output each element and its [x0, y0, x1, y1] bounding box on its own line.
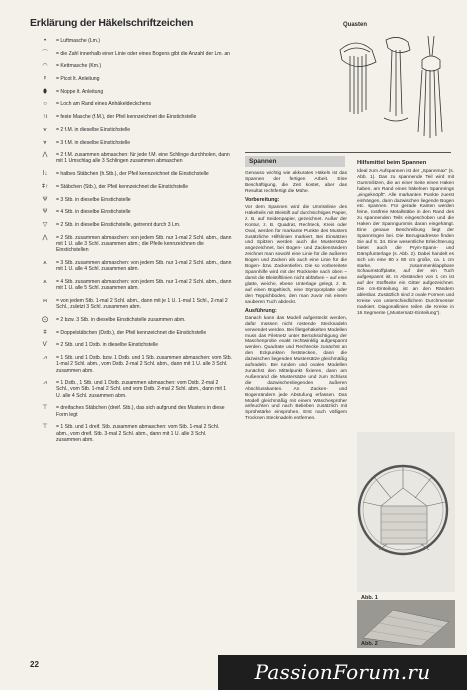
legend-row: [34, 405, 232, 418]
legend-text: = Luftmasche (Lm.): [56, 38, 101, 44]
legend-text: = 3 Stb. zusammen abmaschen: von jedem Stb. nur 1-mal 2 Schl. abm., dann mit 1 U. alle 4 Schl. zusammen abm.: [56, 259, 232, 273]
legend-text: = 4 Stb. zusammen abmaschen: von jedem Stb. nur 1-mal 2 Schl. abm., dann mit 1 U. alle 5 Schl. zusammen abm.: [56, 278, 232, 292]
legend-text: = Picot lt. Anleitung: [56, 76, 100, 83]
symbol-legend: [34, 38, 232, 450]
doily: [381, 506, 427, 544]
legend-text: = feste Masche (f.M.), der Pfeil kennzeichnet die Einstichstelle: [56, 114, 197, 121]
dc4tog-icon: ⩚: [43, 278, 47, 285]
legend-row: [34, 197, 232, 203]
legend-text: = 2 Stb. in dieselbe Einstichstelle, getrennt durch 3 Lm.: [56, 221, 181, 228]
legend-row: [34, 171, 232, 177]
legend-row: [34, 51, 232, 57]
legend-row: [34, 330, 232, 336]
figure-label-abb2: Abb. 2: [361, 641, 378, 647]
hdc-icon: ⅼ↓: [42, 171, 48, 178]
legend-text: = 1 Dstb., 1 Stb. und 1 Dstb. zusammen abmaschen: vom Dstb. 2-mal 2 Schl., vom Stb. 1-mal 2 Schl. und vom Dstb. 2-mal 2 Schl. abm., dann mit 1 U. alle 4 Schl. zusammen abm.: [56, 380, 227, 399]
chain-stitch-icon: •: [43, 38, 47, 44]
nopp-icon: ⬮: [43, 88, 47, 95]
dc3-icon: Ѱ: [42, 196, 48, 203]
legend-row: [34, 152, 232, 165]
hilfsmittel-heading: Hilfsmittel beim Spannen: [357, 160, 427, 166]
legend-text: = Stäbchen (Stb.), der Pfeil kennzeichnet die Einstichstelle: [56, 183, 189, 190]
legend-text: = 4 Stb. in dieselbe Einstichstelle: [56, 209, 131, 216]
legend-row: [34, 342, 232, 348]
dc-icon: ǂ↑: [41, 183, 49, 190]
dtr2-icon: ⊤: [42, 424, 48, 431]
cluster-icon: ⲙ: [43, 297, 47, 304]
hilfsmittel-text: Ideal zum Aufspannen ist der „Spannmax“ (s. Abb. 1). Das zu spannende Teil wird mit Gummilitzen, die an einer Seite einen Haken haben, am Rand eines häkelnen Spannrings „eingeknöpft“. Alle markanten Punkte zuerst einhängen, dann dazwischen liegende Bogen etc. spannen. Für gerade Kanten werden feine, rostfreie Metallstäbe in den Rand des zu spannenden Teils eingeschoben und die Haken der Spanngummis daran eingehängt. Eine genaue Beschreibung liegt der Spannringen bei. Die Bezugsadresse finden Sie auf S. 34. Eine wesentliche Erleichterung bietet auch die Prym-Spann- und Dämpfunterlage (s. Abb. 2). Dabei handelt es sich um eine 80 x 80 cm große, ca. 1 cm starke, zusammenklappbare Schaumstoffplatte, auf der ein Tuch aufgespannt ist. In Abständen von 1 cm ist auf der Stoffseite ein Gitter aufgezeichnet. Die cm-Einteilung ist an den Rändern ablesbar. Zusätzlich sind 2 ovale Formen und Kreise von unterschiedlichem Durchmesser markiert. Diagonallinien teilen die Kreise in 16 Segmente („Mustersatz-Einteilung“).: [357, 169, 454, 316]
section-rule: [245, 152, 451, 153]
dc3tog-icon: ⩚: [43, 259, 47, 266]
dtr-icon: ⊤: [42, 405, 48, 412]
legend-text: = die Zahl innerhalb einer Linie oder eines Bogens gibt die Anzahl der Lm. an: [56, 50, 231, 57]
legend-text: = Doppelstäbchen (Dstb.), der Pfeil kennzeichnet die Einstichstelle: [56, 329, 207, 336]
legend-text: = dreifaches Stäbchen (dreif. Stb.), das sich aufgrund des Musters in diese Form legt: [56, 405, 225, 418]
spannen-text: [245, 171, 347, 426]
tassel-illustration: [336, 32, 456, 144]
legend-text: = halbes Stäbchen (h.Stb.), der Pfeil kennzeichnet die Einstichstelle: [56, 171, 209, 178]
legend-row: [34, 140, 232, 146]
dc4-icon: Ѱ: [42, 209, 48, 216]
legend-row: [34, 127, 232, 133]
legend-row: [34, 317, 232, 323]
vorbereitung-text: Vor dem Spannen wird die Umrisslinie des Häkelteils mit Bleistift auf durchsichtiges Papier, z. B. auf Seidenpapier, gezeichnet. Außer der Kontur, z. B. Quadrat, Rechteck, Kreis oder Oval, werden für markante Punkte des Musters zusätzliche Hilfslinien markiert. Bei Einsätzen und Spitzen werden auch die Mustersätze angezeichnet, bei Bogen- und Zackenrändern zeichnet man sowohl eine Linie für die äußeren Bogen und Zacken als auch eine Linie für die Bogen- bzw. Zackentiefen. Die so vorbereitete Spannhilfe wird mit der Rückseite nach oben – damit die Bleistiftlinien nicht abfärben – auf eine glatte, weiche, ebene Unterlage gelegt, z. B. auf einen Bügeltisch, eine Styroporplatte oder den Teppichboden, den man zuvor mit einem sauberen Tuch abdeckt.: [245, 205, 347, 305]
page-number: 22: [30, 660, 39, 669]
arc-icon: ⌒: [41, 50, 48, 57]
watermark: PassionForum.ru: [218, 655, 467, 690]
legend-row: [34, 89, 232, 95]
picot-icon: ᵖ: [43, 76, 47, 83]
ausfuehrung-heading: Ausführung:: [245, 307, 277, 314]
legend-row: [34, 101, 232, 107]
sc-arrow-icon: ↑ı: [42, 114, 48, 121]
legend-text: = 2 f.M. zusammen abmaschen: für jede f.M. eine Schlinge durchholen, dann mit 1 Umschlag alle 3 Schlingen zusammen abmaschen: [56, 152, 230, 165]
legend-text: = Loch am Rand eines Anhäkeldeckchens: [56, 101, 152, 108]
legend-row: [34, 355, 232, 374]
legend-text: = 1 Stb. und 1 dreif. Stb. zusammen abmaschen: vom Stb. 1-mal 2 Schl. abm., vom dreif. Stb. 3-mal 2 Schl. abm., dann mit 1 U. alle 3 Schl. zusammen abm.: [56, 424, 220, 444]
legend-text: = 2 Stb. zusammen abmaschen: von jedem Stb. nur 1-mal 2 Schl. abm., dann mit 1 U. alle 3 Schl. zusammen abm.; die Pfeile kennzeichnen die Einstichstellen: [56, 234, 232, 254]
crossed2-icon: ⩘: [43, 380, 47, 387]
legend-text: = von jedem Stb. 1-mal 2 Schl. abm., dann mit je 1 U. 1-mal 1 Schl., 2-mal 2 Schl., zuletzt 3 Schl. zusammen abm.: [56, 297, 228, 311]
legend-row: [34, 424, 232, 443]
quasten-title: Quasten: [343, 22, 368, 28]
tr2-icon: Ѵ: [42, 342, 48, 349]
legend-title: Erklärung der Häkelschriftzeichen: [30, 17, 194, 29]
legend-text: = 2 bzw. 3 Stb. in dieselbe Einstichstelle zusammen abm.: [56, 316, 186, 323]
legend-row: [34, 222, 232, 228]
legend-row: [34, 38, 232, 44]
legend-text: = 2 f.M. in dieselbe Einstichstelle: [56, 126, 131, 133]
v-icon: ⩛: [43, 126, 47, 133]
legend-row: [34, 209, 232, 215]
legend-row: [34, 380, 232, 399]
legend-row: [34, 114, 232, 120]
legend-row: [34, 298, 232, 311]
legend-row: [34, 279, 232, 292]
sc2tog-icon: ⋀: [42, 152, 48, 159]
legend-text: = 3 f.M. in dieselbe Einstichstelle: [56, 139, 131, 146]
legend-row: [34, 260, 232, 273]
legend-row: [34, 63, 232, 69]
legend-row: [34, 184, 232, 190]
legend-text: = Kettmasche (Km.): [56, 63, 102, 70]
legend-text: = 1 Stb. und 1 Dstb. bzw. 1 Dstb. und 1 Stb. zusammen abmaschen: vom Stb. 1-mal 2 Schl. abm., vom Dstb. 2-mal 2 Schl. abm., dann mit 1 U. alle 3 Schl. zusammen abm.: [56, 354, 232, 374]
slip-stitch-icon: ◠: [42, 63, 48, 70]
figure-label-abb1: Abb. 1: [361, 595, 378, 601]
ring-icon: ○: [43, 101, 47, 108]
spannen-intro: Genauso wichtig wie akkurates Häkeln ist das Spannen der fertigen Arbeit. Eine Beschäftigung, die Zeit kostet, aber das Resultat rechtfertigt die Mühe.: [245, 171, 347, 194]
tr-icon: ǂ: [43, 329, 47, 336]
legend-row: [34, 76, 232, 82]
ausfuehrung-text: Danach kann das Modell aufgesteckt werden, dafür müssen nicht rostende Stecknadeln verwendet werden. Bei filetgehäkelten Modellen muss das Filetnetz unter Berücksichtigung der Maschenprobe exakt rechtwinklig aufgespannt werden. Quadrate und Rechtecke zunächst an den Eckpunkten feststecken, dann die dazwischen liegenden Mustersätze gleichmäßig aufnadeln. Bei runden und ovalen Modellen zunächst den Mittelpunkt fixieren, dann am Außenrand die Mustersätze und zum Schluss die dazwischenliegenden äußeren Abschlusskanten. An Zacken- und Bogenrändern jede Abstufung erfassen. Das Modell gleichmäßig mit einem Wäschesprüher anfeuchten und nach Belieben zusätzlich mit Sprühstärke einsprühen. Erst nach völligem Trocknen Stecknadeln entfernen.: [245, 315, 347, 422]
dc5-icon: ▽: [42, 221, 48, 228]
legend-text: = Noppe lt. Anleitung: [56, 88, 104, 95]
crossed-icon: ⩘: [43, 354, 47, 361]
legend-text: = 3 Stb. in dieselbe Einstichstelle: [56, 196, 131, 203]
spannen-heading: Spannen: [245, 156, 345, 167]
dc2-cluster-icon: ⨀: [42, 316, 48, 323]
dc2tog-icon: ⋀: [42, 234, 48, 241]
legend-row: [34, 235, 232, 254]
vorbereitung-heading: Vorbereitung:: [245, 197, 280, 204]
w-icon: ⩔: [43, 139, 47, 146]
legend-text: = 2 Stb. und 1 Dstb. in dieselbe Einstichstelle: [56, 342, 159, 349]
spanning-photos: [357, 432, 457, 652]
